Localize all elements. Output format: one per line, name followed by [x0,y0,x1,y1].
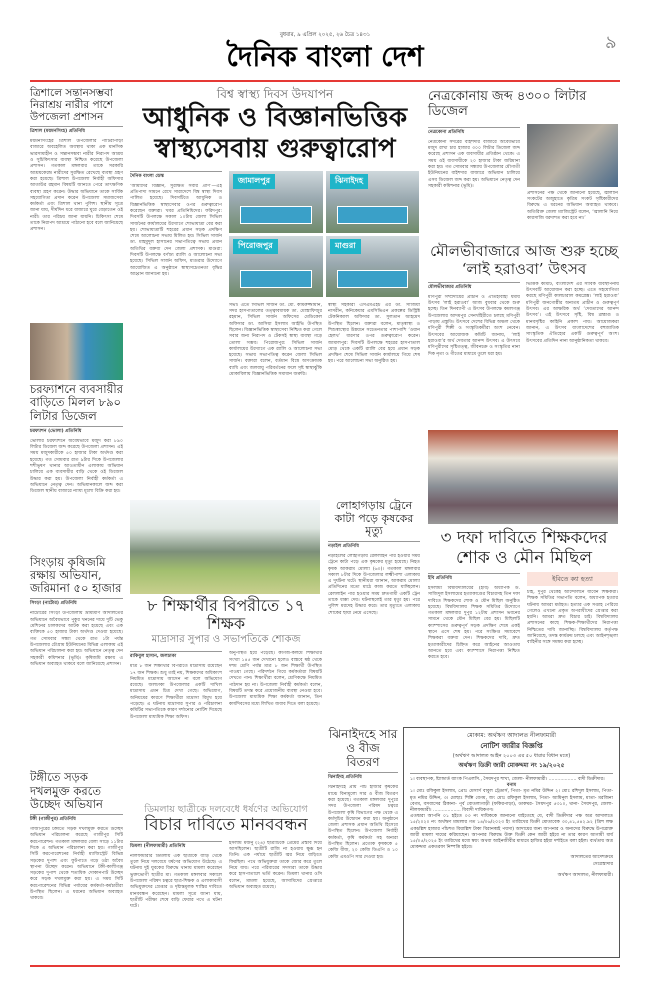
headline-charfasson: চরফ্যাশনে ব্যবসায়ীর বাড়িতে মিলল ৮৯০ লিটার ডিজেল [30,382,124,423]
article-body: ইসলাম মজনু (২৪) ছাত্রীটিকে প্রেমের প্রস্তাব দিয়ে আসছিলেন। ছাত্রীটি রাজি না হওয়ায় ক্ষুব্ধ হন তিনি। এক পর্যায়ে ছাত্রীটি জ্বর নিয়ে বাড়িতে ফিরছিল। পথে অভিযুক্তরা তাকে জোর করে তুলে নিয়ে যায়। পরে পরিবারের সদস্যরা তাকে উদ্ধার করে হাসপাতালে ভর্তি করেন। ডিমলা থানার ওসি বলেন, মামলা হয়েছে, আসামিদের গ্রেপ্তারে অভিযান অব্যাহত রয়েছে। [229,840,322,890]
notice-body: এতদ্বারা আপনি ০১ হইতে ০৩ নং দায়িককে জানানো যাইতেছে যে, বাদী ডিক্রীদার পক্ষ অত্র আদালতে ১৫/২০২০ নং অর্থঋণ মামলার গত ১৪/০৬/২০২৩ ইং তারিখের ডিক্রী মোতাবেক ৩০,৪১,৫৪২.৯২ (ত্রিশ লক্ষ একচল্লিশ হাজার পাঁচশত বিয়াল্লিশ টাকা বিরানব্বই পয়সা) আদায়ের জন্য আপনার ও অন্যদের বিরুদ্ধে উপরোক্ত জারী মামলা দায়ের করিয়াছেন। আপনার বিরুদ্ধে উক্ত ডিক্রী কেন জারী হইবে না তার কারণ আগামী ধার্য ১৫/০৫/২০২৫ ইং তারিখের মধ্যে স্বয়ং অথবা আইনজীবীর মাধ্যমে হাজির হইয়া দর্শাইতে বলা হইল। ব্যর্থতায় অত্র মোকদ্দমা একতরফা নিষ্পত্তি হইবে। [410,814,613,851]
page-number: ৯ [605,32,617,53]
lead-kicker: বিশ্ব স্বাস্থ্য দিবস উদযাপন [216,87,334,101]
notice-case-number: অর্থঋণ ডিক্রী জারী মোকদ্দমা নং ১৯/২০২৫ [410,762,613,774]
jhenaidah-article [328,728,398,960]
dimla-text-row [130,838,322,960]
photo-row [229,171,420,233]
article-body: নীলফামারীর ডিমলায় এক ছাত্রীকে বাড়ি থেকে তুলে নিয়ে দলবেধে ধর্ষণের অভিযোগ উঠেছে। এ ঘটনায় দুই যুবকের বিরুদ্ধে থানায় মামলা করেছেন ভুক্তভোগী ছাত্রীর মা। গতকাল মঙ্গলবার সকালে উপজেলা পরিষদ চত্বরে ছাত্র-শিক্ষক ও এলাকাবাসী অভিযুক্তদের গ্রেপ্তার ও দৃষ্টান্তমূলক শাস্তির দাবিতে মানববন্ধন করেছেন। মামলা সূত্রে জানা যায়, ছাত্রীটি পরীক্ষা শেষে বাড়ি ফেরার পথে এ ঘটনা ঘটে। [130,853,222,910]
byline: রাকিবুল হাসান, জলঢাকা [130,651,222,660]
photo-label: ঝিনাইদহ [330,174,368,189]
netrokona-column-a [428,124,520,237]
notice-title: নোটিশ জারীর বিজ্ঞপ্তি [480,742,543,750]
netrokona-column-b [527,124,618,237]
headline-singra: সিংড়ায় কৃষিজমি রক্ষায় অভিযান, জরিমানা ৫০ হাজার [30,554,122,596]
article-body: প্রশাসনের পক্ষ থেকে জানানো হয়েছে, জ্বালানি সংকটের অজুহাতে কৃত্রিম সংকট সৃষ্টিকারীদের বিরুদ্ধে এ ধরনের অভিযান অব্যাহত থাকবে। অতিরিক্ত জেলা ম্যাজিস্ট্রেট বলেন, ‘জ্বালানি নিয়ে কারসাজি বরদাশত করা হবে না।’ [527,190,618,222]
issue-date: বুধবার, ৯ এপ্রিল ২০২৫, ২৬ চৈত্র ১৪৩১ [279,32,371,38]
photo-diesel-charfasson [30,323,123,380]
photo-label: মাগুরা [330,239,361,254]
dimla-column-a [130,838,222,960]
legal-notice [403,727,620,958]
photo-jhenaidah [326,171,419,233]
byline: টঙ্গী (গাজীপুর) প্রতিনিধি [30,814,123,823]
headline-teachers: ৩ দফা দাবিতে শিক্ষকদের শোক ও মৌন মিছিল [440,527,608,568]
teachers-article [428,572,620,722]
headline-lohagora: লোহাগড়ায় ট্রেনে কাটা পড়ে কৃষকের মৃত্যু [334,499,414,538]
notice-court: মোকাম: অর্থঋণ আদালত নীলফামারী [466,732,557,739]
lead-article [130,171,420,495]
netrokona-article [428,124,620,237]
article-body: চাই, দুপুর থেকেই আন্দোলনে যাবেন শিক্ষকরা। শিক্ষক সমিতির সভাপতি বলেন, অধ্যাপক হত্যার ঘটনায় আমরা মর্মাহত। হত্যার এক সপ্তাহ পেরিয়ে গেলেও এখনো প্রকৃত অপরাধীদের গ্রেপ্তার করা হয়নি। আমরা দ্রুত বিচার চাই। বিশ্ববিদ্যালয় প্রশাসনের কাছে শিক্ষক-শিক্ষার্থীদের নিরাপত্তা নিশ্চিতের দাবি জানাচ্ছি। বিশ্ববিদ্যালয় কর্তৃপক্ষ জানিয়েছে, তদন্ত কার্যক্রম চলছে এবং আইনশৃঙ্খলা বাহিনীর সঙ্গে সমন্বয় করা হচ্ছে। [527,589,618,646]
lead-photos-and-text [229,171,420,495]
article-body: নাটোরের সিংড়া উপজেলায় ভ্রাম্যমাণ আদালতের অভিযানে অবৈধভাবে পুকুর খননের দায়ে দুটি ভেকু মেশিনের চালকদের আটক করা হয়েছে এবং এক ব্যক্তিকে ৫০ হাজার টাকা অর্থদণ্ড দেওয়া হয়েছে। গত সোমবার সন্ধ্যা থেকে রাত ১টা পর্যন্ত উপজেলার চৌগ্রাম ইউনিয়নের বিভিন্ন এলাকায় এই অভিযান পরিচালনা করা হয়। অভিযানে নেতৃত্ব দেন সহকারী কমিশনার (ভূমি)। কৃষিজমি রক্ষায় এ অভিযান অব্যাহত থাকবে বলে জানিয়েছে প্রশাসন। [30,611,123,667]
teachers-column-a [428,572,520,722]
center-lower-left [130,500,322,960]
byline: মৌলভীবাজার প্রতিনিধি [428,282,520,291]
notice-versus: বনাম [506,783,517,789]
byline: ডিমলা (নীলফামারী) প্রতিনিধি [130,841,222,850]
subheadline-madrasa: মাদ্রাসার সুপার ও সভাপতিকে শোকজ [151,633,301,645]
center-section [130,88,420,960]
headline-moulvibazar: মৌলভীবাজারে আজ শুরু হচ্ছে ‘লাই হরাওবা’ উৎসব [430,241,618,278]
byline: ঝিনাইদহ প্রতিনিধি [328,772,398,781]
notice-plaintiff: ১। ব্যবস্থাপক, ষ্ট্যান্ডার্ড ব্যাংক পিএলসি., সৈয়দপুর শাখা, জেলা- নীলফামারী। ................... বাদী ডিক্রীদার। [410,777,605,782]
byline: সিংড়া (নাটোর) প্রতিনিধি [30,598,123,607]
left-column [30,87,123,960]
article-body: স্বাস্থ্য সহকারী এসএমএইচ এর ডা. সাজিয়া নাসরীন, কনিকেয়ার এমসিভিএন প্রকল্পের ডিস্ট্রিক্ট টেকনিক্যাল অফিসার ডা. সুলতান আহমেদ উপস্থিত ছিলেন। বক্তারা বলেন, মাতৃস্বাস্থ্য ও শিশুস্বাস্থ্যের উন্নয়নে সচেতনতার পাশাপাশি ‘ওয়ান হেলথ’ ধারণার ওপর গুরুত্বারোপ করেন। জামালপুর: দিবসটি উপলক্ষে শহরের হাসপাতাল মোড় থেকে একটি র‌্যালি বের হয়ে প্রধান সড়ক প্রদক্ষিণ শেষে সিভিল সার্জন কার্যালয়ে গিয়ে শেষ হয়। পরে আলোচনা সভা অনুষ্ঠিত হয়। [328,302,420,365]
photo-jamalpur [229,171,323,233]
lead-column-a [130,171,222,495]
article-body: অনুপস্থিত হয়ে পড়েছে। কাগজ-কলমে শিক্ষার্থীর সংখ্যা ১৪৫ জন দেখানো হলেও বাস্তবে ষষ্ঠ থেকে দশম শ্রেণি পর্যন্ত মাত্র ৮ জন শিক্ষার্থী উপস্থিত পাওয়া গেছে। পরিদর্শনে গিয়ে কর্মকর্তারা বিষয়টি দেখতে পান। শিক্ষার্থীরা বলেন, শ্রেণিকক্ষে নিয়মিত পাঠদান হয় না। উপজেলা নির্বাহী কর্মকর্তা বলেন, বিষয়টি তদন্ত করে প্রয়োজনীয় ব্যবস্থা নেওয়া হবে। উপজেলা মাধ্যমিক শিক্ষা কর্মকর্তা জানান, তিন কার্যদিবসের মধ্যে লিখিত জবাব দিতে বলা হয়েছে। [229,651,322,707]
photo-pirojpur [229,236,323,297]
photo-magura [326,236,419,297]
kicker-dimla: ডিমলায় ছাত্রীকে দলবেধে ধর্ষণের অভিযোগ [144,804,308,816]
notice-footer: অর্থঋণ আদালত, নীলফামারী। [557,872,613,878]
article-body: নেত্রকোনা সদরের বাইশদার বাজারে অবৈধভাবে মজুদ রাখা চার হাজার ৩০০ লিটার ডিজেল জব্দ করেছে প্রশাসন এক ব্যবসায়ীর প্রতিষ্ঠান থেকে। এ সময় ওই ব্যবসায়ীকে ২০ হাজার টাকা জরিমানা করা হয়। গত সোমবার সন্ধ্যায় উপজেলার মৌগাতী ইউনিয়নের বাইশদার বাজারে অভিযান চালিয়ে এসব ডিজেল জব্দ করা হয়। অভিযানে নেতৃত্ব দেন সহকারী কমিশনার (ভূমি)। [428,139,520,189]
byline: ত্রিশাল (ময়মনসিংহ) প্রতিনিধি [30,126,123,135]
top-rule [30,80,620,82]
right-section [428,90,620,722]
article-body: ময়মনসিংহের ত্রিশাল উপজেলার পাটিরাপাড়া বাজারে অবহেলিত অবস্থায় থাকা এক মানসিক ভারসাম্যহীন ও সন্তানসম্ভবা নারীর নিরাপদ আশ্রয় ও সুচিকিৎসার ব্যবস্থা নিশ্চিত করেছে উপজেলা প্রশাসন। গতকাল মঙ্গলবার তাকে সরকারি আশ্রয়কেন্দ্রে নারীদের সুরক্ষিত রেখেছে ব্যবস্থা গ্রহণ করা হয়েছে। ত্রিশাল উপজেলা নির্বাহী অফিসার আতাউর রহমান বিষয়টি জানতে পেরে তাৎক্ষণিক ব্যবস্থা গ্রহণ করেন। উদ্ধার অভিযানে তাকে সার্বিক সহযোগিতা প্রদান করেন উপজেলা সমাজসেবা কর্মকর্তা এবং ত্রিশাল থানা পুলিশ। স্থানীয় সূত্রে জানা যায়, দীর্ঘদিন ধরে বাজারে ঘুরে বেড়াতেন ওই নারী। তার পরিচয় জানা যায়নি। চিকিৎসা শেষে তাকে নিরাপদ আশ্রয়ে পাঠানো হবে বলে জানিয়েছে প্রশাসন। [30,139,123,233]
article-body: ঝিনাইদহে প্রায় পাঁচ হাজার কৃষকের মাঝে বিনামূল্যে সার ও বীজ বিতরণ করা হয়েছে। গতকাল মঙ্গলবার দুপুরে সদর উপজেলা পরিষদ চত্বরে উপজেলা কৃষি বিভাগের পক্ষ থেকে এ কর্মসূচির উদ্বোধন করা হয়। অনুষ্ঠানে জেলা প্রশাসক প্রধান অতিথি হিসেবে উপস্থিত ছিলেন। উপজেলা নির্বাহী কর্মকর্তা, কৃষি কর্মকর্তা সহ অন্যরা উপস্থিত ছিলেন। প্রত্যেক কৃষককে ৫ কেজি বীজ, ২০ কেজি ডিএপি ও ১০ কেজি এমওপি সার দেওয়া হয়। [328,785,398,860]
moulvibazar-article [428,282,620,427]
photo-row [229,236,420,297]
lead-text-row [229,299,420,495]
center-lower [130,500,420,960]
notice-officer: সেরেস্তাদার [592,861,613,867]
bottom-rule [30,965,620,967]
headline-tongi: টঙ্গীতে সড়ক দখলমুক্ত করতে উচ্ছেদ অভিযান [30,770,103,811]
related-box-title: ইবিতে ক্যা হত্যা [527,572,618,586]
article-body: সভা। এতে সিভিল সার্জন ডা. মো. কামরুজ্জামান, সদর হাসপাতালের তত্ত্বাবধায়ক ডা. মোস্তাফিজুর রহমান, সিভিল সার্জন অফিসের মেডিকেল অফিসার ডা. আসিয়া ইসলাম আইভি উপস্থিত ছিলেন। বিজ্ঞানভিত্তিক স্বাস্থ্যসেবা নিশ্চিত করা গেলে সবার জন্য নিরাপদ ও টেকসই স্বাস্থ্য ব্যবস্থা গড়ে তোলা সম্ভব। পিরোজপুর: সিভিল সার্জন কার্যালয়ের উদ্যোগে এক র‌্যালি ও আলোচনা সভা হয়েছে। সভায় সভাপতিত্ব করেন জেলা সিভিল সার্জন। বক্তারা বলেন, বর্তমান বিশ্বে অসংক্রামক ব্যাধি এবং জলবায়ু পরিবর্তনের ফলে সৃষ্ট স্বাস্থ্যঝুঁকি মোকাবিলায় বিজ্ঞানভিত্তিক সমাধান জরুরি। [229,302,322,378]
byline: ইবি প্রতিনিধি [428,573,520,582]
article-body: নড়াইলের লোহাগড়ায় রেললাইন পার হওয়ার সময় ট্রেনে কাটা পড়ে এক কৃষকের মৃত্যু হয়েছে। নিহত কৃষক আকরাম মোল্যা (৬০)। গতকাল মঙ্গলবার সকাল ৮টার দিকে উপজেলার লক্ষ্মীপাশা এলাকায় এ দুর্ঘটনা ঘটে। স্থানীয়রা জানান, আকরাম মোল্যা প্রতিদিনের মতো মাঠে কাজ করতে যাচ্ছিলেন। রেললাইন পার হওয়ার সময় দ্রুতগামী একটি ট্রেন তাকে ধাক্কা দেয়। ঘটনাস্থলেই তার মৃত্যু হয়। পরে পুলিশ মরদেহ উদ্ধার করে। তার মৃত্যুতে এলাকায় শোকের ছায়া নেমে এসেছে। [328,553,420,616]
photo-label: পিরোজপুর [233,239,278,254]
headline-dimla: বিচার দাবিতে মানববন্ধন [144,815,308,836]
lead-headline: আধুনিক ও বিজ্ঞানভিত্তিক স্বাস্থ্যসেবায় গুরুত্বারোপ [142,102,408,164]
photo-madrasa [130,500,320,594]
headline-netrokona: নেত্রকোনায় জব্দ ৪৩০০ লিটার ডিজেল [428,89,587,119]
photo-label: জামালপুর [233,174,275,189]
headline-trishal: ত্রিশালে সন্তানসম্ভবা নিরাশ্রয় নারীর পাশে উপজেলা প্রশাসন [30,87,114,124]
masthead-logo: দৈনিক বাংলা দেশ [226,40,424,73]
byline: চরফ্যাশন (ভোলা) প্রতিনিধি [30,426,123,435]
article-body: ভোলার চরফ্যাশনে অবৈধভাবে মজুদ করা ৮৯০ লিটার ডিজেল জব্দ করেছে উপজেলা প্রশাসন। এই সময় মজুদকারীকে ৫০ হাজার টাকা অর্থদণ্ড করা হয়েছে। গত সোমবার রাত ৯টার দিকে উপজেলার শশীভূষণ থানার আওতাধীন এলাকায় অভিযান চালিয়ে এক ব্যবসায়ীর বাড়ি থেকে ওই ডিজেল উদ্ধার করা হয়। উপজেলা নির্বাহী কর্মকর্তা এ অভিযানে নেতৃত্ব দেন। অভিযানকালে জব্দ করা ডিজেল স্থানীয় বাজারে ন্যায্য মূল্যে বিক্রি করা হয়। [30,438,123,495]
headline-jhenaidah: ঝিনাইদহে সার ও বীজ বিতরণ [328,726,398,769]
article-body: ইসলামী বিশ্ববিদ্যালয়ের (ইবি) অধ্যাপক ড. সাজিদুল ইসলামের হত্যাকাণ্ডের বিচারসহ তিন দফা দাবিতে শিক্ষকদের শোক ও মৌন মিছিল অনুষ্ঠিত হয়েছে। বিশ্ববিদ্যালয় শিক্ষক সমিতির উদ্যোগে গতকাল মঙ্গলবার দুপুর ১২টায় প্রশাসন ভবনের সামনে থেকে মৌন মিছিল বের হয়। মিছিলটি ক্যাম্পাসের গুরুত্বপূর্ণ সড়ক প্রদক্ষিণ শেষে একই স্থানে এসে শেষ হয়। পরে সংক্ষিপ্ত সমাবেশে শিক্ষকরা বক্তব্য দেন। শিক্ষকদের দাবি, দ্রুত হত্যাকারীদের চিহ্নিত করে আইনের আওতায় আনতে হবে এবং ক্যাম্পাসে নিরাপত্তা নিশ্চিত করতে হবে। [428,585,520,661]
notice-defendants: ১। মোঃ রফিকুল ইসলাম, প্রোঃ মেসার্স বাবুল ট্রেডার্স, পিতা- মৃত নমির উদ্দিন ২। মোঃ রশিদুল ইসলাম, পিতা- মৃত নমির উদ্দিন, ৩। মোছাঃ শিল্পি বেগম, জং মোঃ রফিকুল ইসলাম, পিতা- আমিনুল ইসলাম, মাতা- মরজিনা বেগম, বসবাসের ঠিকানা- পূর্ব বোতলাগাড়ী (ফকিরপাড়া), ডাকঘর- সৈয়দপুর ৫৩১০, থানা- সৈয়দপুর, জেলা- নীলফামারী। ................... বিবাদী দায়িকগণ। [410,789,613,814]
article-body: ভিত্তিক কমিটি, বাংলাদেশ এর সার্বিক ব্যবস্থাপনায় উৎসবটি আয়োজন করা হচ্ছে। এতে সহযোগিতা করছে মণিপুরী কালচারাল কমপ্লেক্স। ‘লাই হরাওবা’ মণিপুরী জনগোষ্ঠীর অন্যতম প্রাচীন ও গুরুত্বপূর্ণ উৎসব। এর আক্ষরিক অর্থ ‘দেবতাদের আনন্দ উৎসব’। এই উৎসবে সৃষ্টি, বিশ্ব ব্রহ্মাণ্ড ও মানবসৃষ্টির কাহিনি প্রকাশ পায়। আয়োজকরা জানান, এ উৎসব বাংলাদেশের বহুজাতিক সাংস্কৃতিক ঐতিহ্যের একটি গুরুত্বপূর্ণ অংশ। উৎসবের প্রতিদিন নানা আনুষ্ঠানিকতা থাকবে। [526,281,619,344]
teachers-column-b [527,572,618,722]
madrasa-column-a [130,648,222,799]
moulvibazar-column-a [428,282,520,427]
byline: নড়াইল প্রতিনিধি [328,541,420,550]
photo-teachers-procession [428,430,618,524]
byline: দৈনিক বাংলা ডেস্ক [130,171,222,180]
article-body: গাজীপুরের টঙ্গীতে সড়ক দখলমুক্ত করতে উচ্ছেদ অভিযান পরিচালনা করেছে গাজীপুর সিটি করপোরেশন। গতকাল মঙ্গলবার বেলা সাড়ে ১১টার দিকে এ অভিযান পরিচালনা করা হয়। গাজীপুর সিটি করপোরেশনের নির্বাহী ম্যাজিস্ট্রেট বিভিন্ন সড়কের দুপাশ এবং ফুটপাতে গড়ে ওঠা অবৈধ স্থাপনা উচ্ছেদ করেন। অভিযানে টঙ্গী-কালীগঞ্জ সড়কের দুপাশ থেকে শতাধিক দোকানপাট উচ্ছেদ করে সড়ক দখলমুক্ত করা হয়। এ সময় সিটি করপোরেশনের বিভিন্ন পর্যায়ের কর্মকর্তা-কর্মচারীরা উপস্থিত ছিলেন। এ ধরনের অভিযান অব্যাহত থাকবে। [30,827,123,902]
madrasa-text-row [130,648,322,799]
photo-netrokona-diesel [527,124,618,187]
headline-madrasa: ৮ শিক্ষার্থীর বিপরীতে ১৭ শিক্ষক [147,596,305,634]
article-body: ‘আমাদের বিজ্ঞান, সুরক্ষিত সবার প্রাণ’—এই প্রতিপাদ্য সামনে রেখে সারাদেশে বিশ্ব স্বাস্থ্য দিবস পালিত হয়েছে। দিবসটিতে আধুনিক ও বিজ্ঞানভিত্তিক স্বাস্থ্যসেবার ওপর গুরুত্বারোপ করেছেন বক্তারা। খবর প্রতিনিধিদের। ফরিদপুর: দিবসটি উপলক্ষে সকাল ১০টায় জেলা সিভিল সার্জনের কার্যালয়ের উদ্যোগে শোভাযাত্রা বের করা হয়। শোভাযাত্রাটি শহরের প্রধান সড়ক প্রদক্ষিণ শেষে আলোচনা সভায় মিলিত হয়। সিভিল সার্জন ডা. মাহমুদুল হাসানের সভাপতিত্বে সভায় প্রধান অতিথির বক্তব্য দেন জেলা প্রশাসক। মাগুরা: দিবসটি উপলক্ষে বর্ণাঢ্য র‌্যালি ও আলোচনা সভা হয়েছে। সিভিল সার্জন অফিস, মাগুরার উদ্যোগে আয়োজিত এ অনুষ্ঠানে স্বাস্থ্যসচেতনতা বৃদ্ধির আহ্বান জানানো হয়। [130,183,222,277]
notice-order: আদালতের আদেশক্রমে [570,855,613,861]
article-body: মাত্র ৮ জন শিক্ষার্থীর বিপরীতে মাদ্রাসায় রয়েছেন ১৭ জন শিক্ষক। শুধু তাই নয়, শিক্ষকদের অধিকাংশ নিয়মিত মাদ্রাসায় আসেন না বলে অভিযোগ রয়েছে। জলঢাকা উপজেলার একটি দাখিল মাদ্রাসায় এমন চিত্র দেখা গেছে। অভিযোগ, অনিয়মের কারণে শিক্ষার্থীরা মাদ্রাসা বিমুখ হয়ে পড়েছে। এ ঘটনায় মাদ্রাসার সুপার ও পরিচালনা কমিটির সভাপতিকে কারণ দর্শানোর নোটিশ দিয়েছে উপজেলা মাধ্যমিক শিক্ষা অফিস। [130,664,222,720]
byline: নেত্রকোনা প্রতিনিধি [428,127,520,136]
notice-law: (অর্থঋণ আদালত আইন ২০০৩ এর ৫০ ধারার বিধান মতে) [452,753,571,759]
article-body: মণিপুরী সম্প্রদায়ের প্রাচীন ও ঐতিহ্যবাহী ধর্মীয় উৎসব ‘লাই হরাওবা’ আজ বুধবার থেকে শুরু হচ্ছে। তিন দিনব্যাপী এ উৎসব উপলক্ষে কমলগঞ্জ উপজেলার আদমপুর সেনখাঁইরীতে চলছে মণিপুরী পাড়ায় প্রস্তুতি। উৎসবে দেশের বিভিন্ন অঞ্চল থেকে মণিপুরী শিল্পী ও সংস্কৃতিকর্মীরা অংশ নেবেন। উৎসবের আয়োজক কমিটি জানায়, ‘লাই হরাওবা’র অর্থ দেবতার আনন্দ উৎসব। এ উৎসবে মণিপুরীদের সৃষ্টিতত্ত্ব, জীবনচক্র ও সংস্কৃতির নানা দিক নৃত্য ও গীতের মাধ্যমে তুলে ধরা হয়। [428,294,520,357]
